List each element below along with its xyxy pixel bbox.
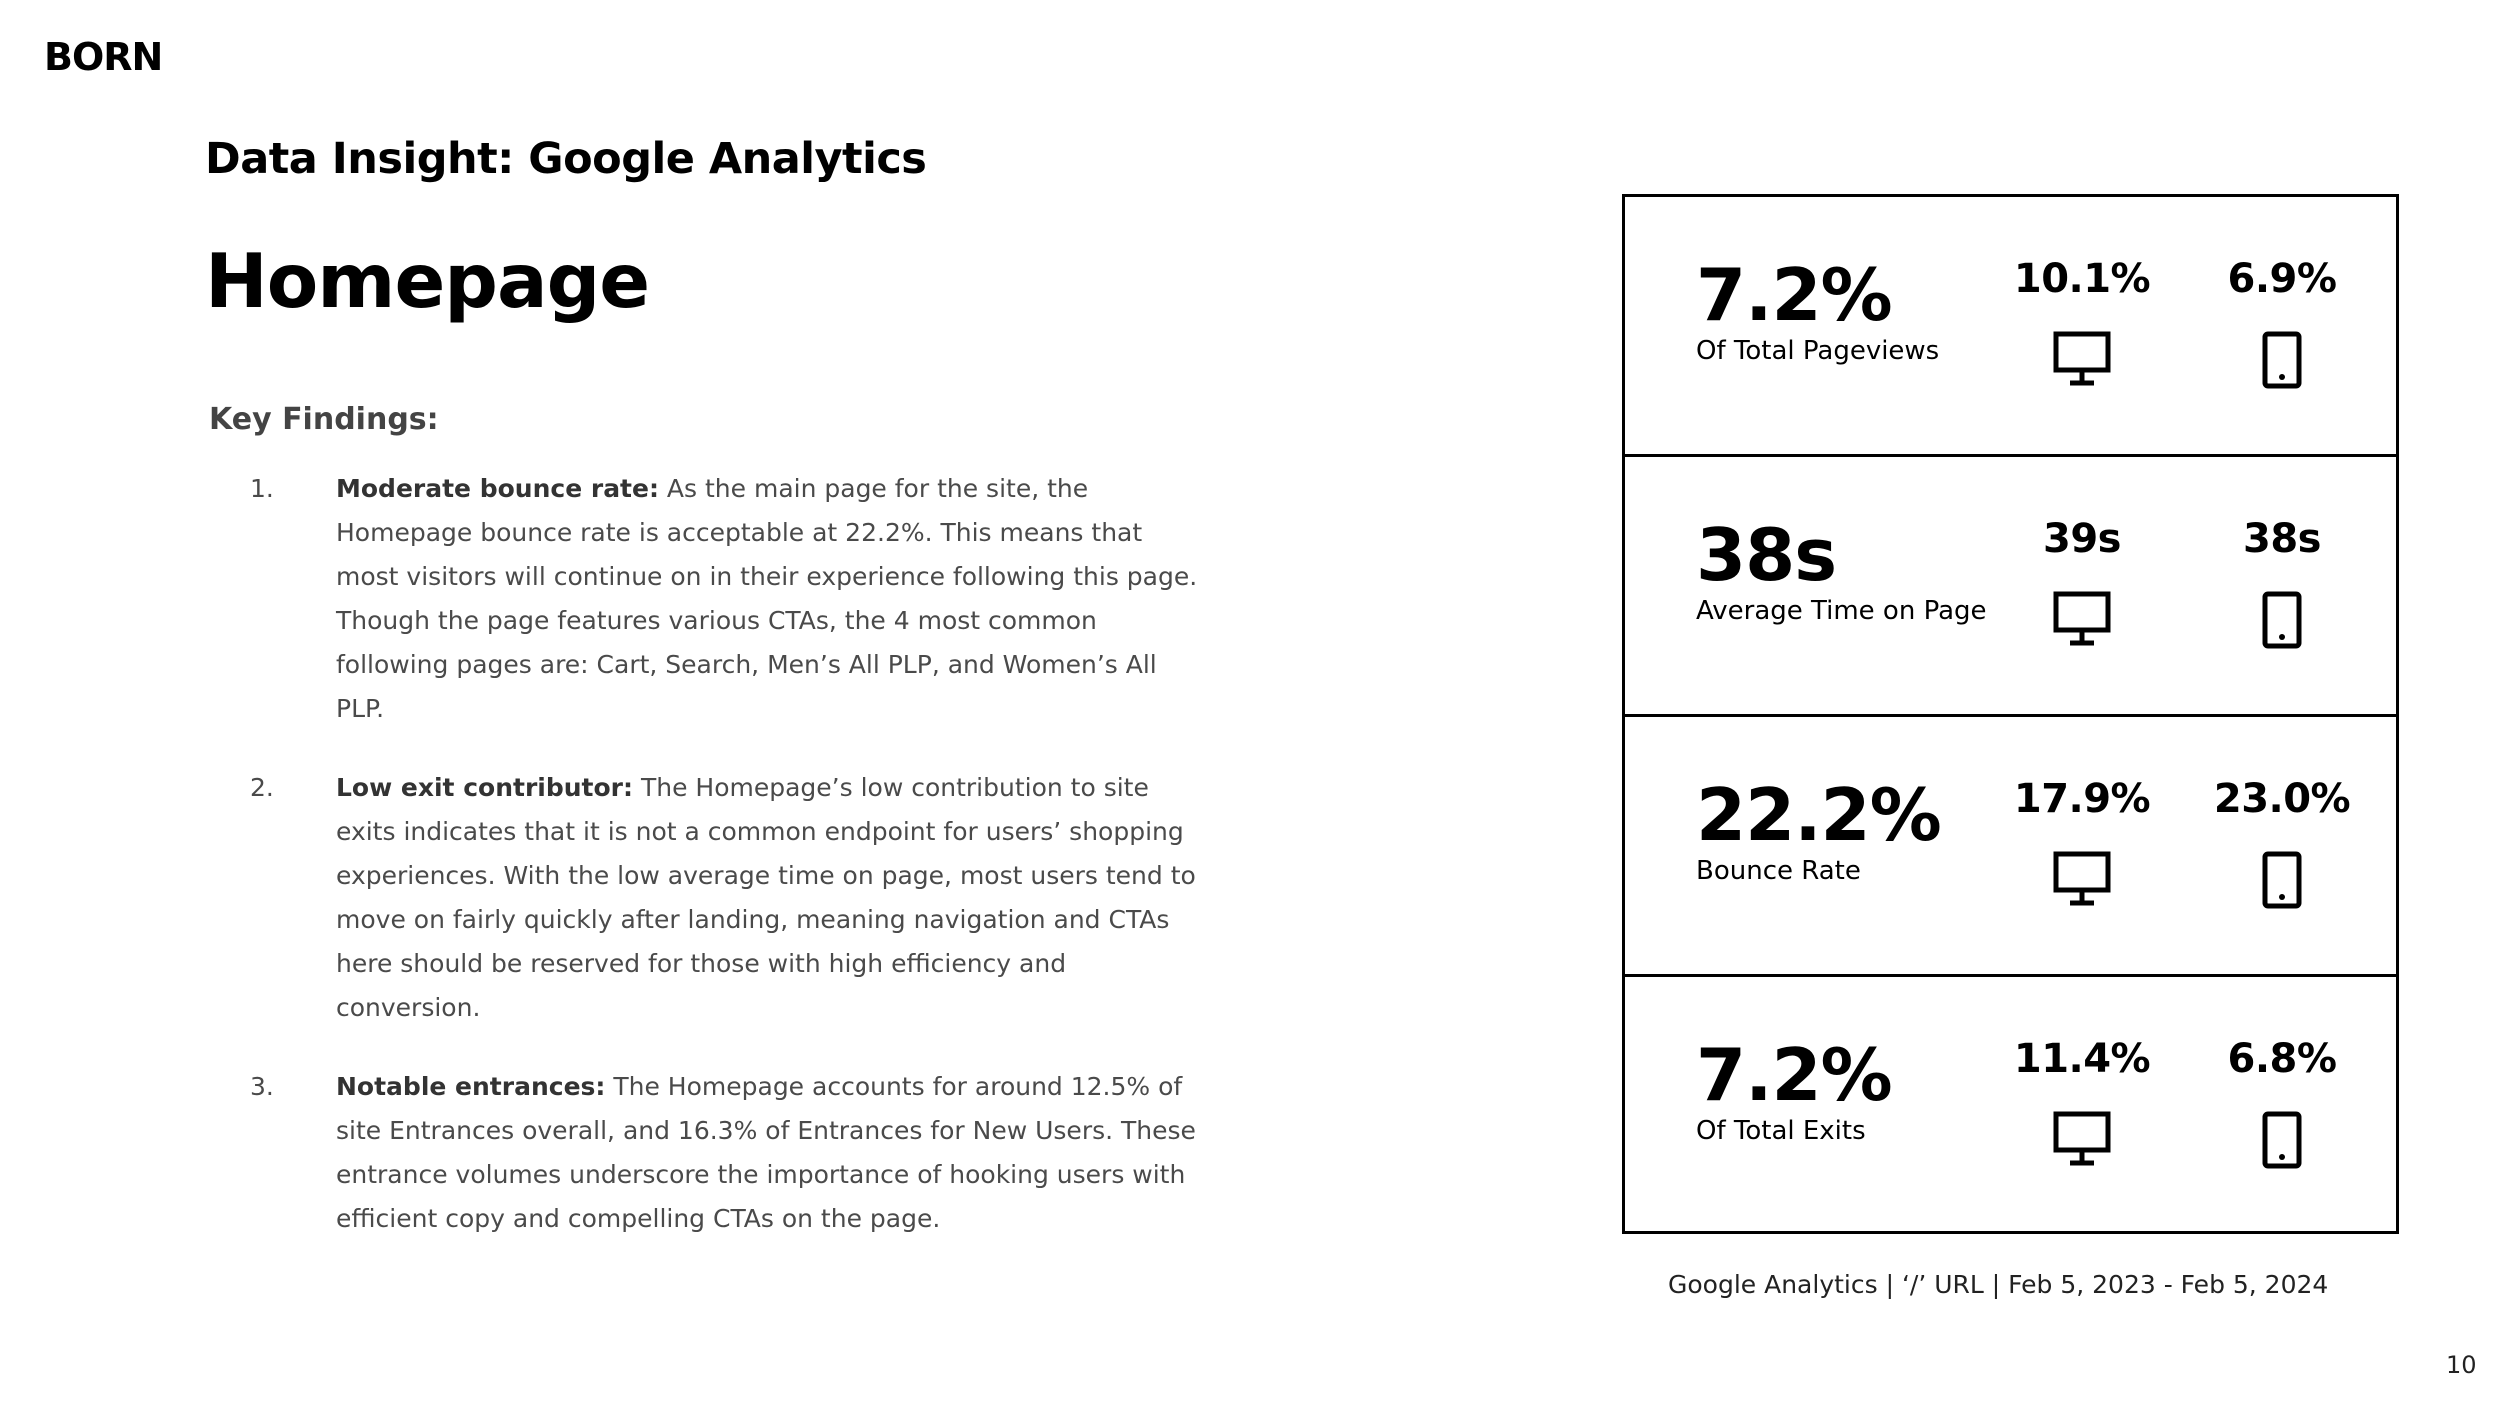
desktop-monitor-icon (2053, 331, 2111, 387)
stat-row-exits (1625, 977, 2396, 1237)
stat-label: Average Time on Page (1696, 596, 1987, 626)
desktop-value: 10.1% (2013, 256, 2151, 302)
mobile-value: 6.8% (2227, 1036, 2337, 1082)
finding-item (250, 1065, 1210, 1241)
desktop-stat (2002, 256, 2162, 387)
finding-lead: Moderate bounce rate: (336, 474, 659, 503)
desktop-monitor-icon (2053, 591, 2111, 647)
page-title: Homepage (205, 237, 650, 325)
desktop-value: 17.9% (2013, 776, 2151, 822)
mobile-stat (2202, 776, 2362, 909)
stats-panel (1622, 194, 2399, 1234)
mobile-phone-icon (2262, 591, 2302, 649)
section-eyebrow: Data Insight: Google Analytics (205, 134, 927, 184)
mobile-phone-icon (2262, 331, 2302, 389)
page-number: 10 (2446, 1351, 2477, 1379)
stat-row-time-on-page (1625, 457, 2396, 717)
mobile-value: 23.0% (2213, 776, 2351, 822)
desktop-monitor-icon (2053, 1111, 2111, 1167)
finding-number: 1. (250, 474, 274, 503)
desktop-stat (2002, 776, 2162, 907)
mobile-value: 38s (2243, 516, 2321, 562)
mobile-value: 6.9% (2227, 256, 2337, 302)
desktop-value: 11.4% (2013, 1036, 2151, 1082)
stat-row-bounce-rate (1625, 717, 2396, 977)
stat-value: 38s (1696, 513, 1837, 597)
finding-text: As the main page for the site, the Homepage bounce rate is acceptable at 22.2%. This means that most visitors will continue on in their experience following this page. Though the page features various CTAs, the 4 most common following pages are: Cart, Search, Men’s All PLP, and Women’s All PLP. (336, 474, 1198, 723)
desktop-monitor-icon (2053, 851, 2111, 907)
desktop-stat (2002, 1036, 2162, 1167)
findings-list (250, 467, 1210, 1276)
finding-text: The Homepage’s low contribution to site exits indicates that it is not a common endpoint for users’ shopping experiences. With the low average time on page, most users tend to move on fairly quickly after landing, meaning navigation and CTAs here should be reserved for those with high efficiency and conversion. (336, 773, 1196, 1022)
stat-value: 7.2% (1696, 253, 1892, 337)
key-findings-heading: Key Findings: (209, 402, 439, 437)
finding-number: 3. (250, 1072, 274, 1101)
finding-lead: Notable entrances: (336, 1072, 606, 1101)
finding-lead: Low exit contributor: (336, 773, 633, 802)
stat-value: 22.2% (1696, 773, 1941, 857)
finding-item (250, 467, 1210, 731)
stat-label: Of Total Exits (1696, 1116, 1866, 1146)
mobile-stat (2202, 516, 2362, 649)
data-source-caption: Google Analytics | ‘/’ URL | Feb 5, 2023 - Feb 5, 2024 (1668, 1270, 2329, 1299)
desktop-value: 39s (2043, 516, 2121, 562)
stat-label: Bounce Rate (1696, 856, 1861, 886)
brand-logo: BORN (44, 35, 163, 79)
mobile-phone-icon (2262, 1111, 2302, 1169)
mobile-stat (2202, 256, 2362, 389)
finding-text: The Homepage accounts for around 12.5% of site Entrances overall, and 16.3% of Entrances for New Users. These entrance volumes underscore the importance of hooking users with efficient copy and compelling CTAs on the page. (336, 1072, 1196, 1233)
mobile-stat (2202, 1036, 2362, 1169)
stat-label: Of Total Pageviews (1696, 336, 1940, 366)
finding-number: 2. (250, 773, 274, 802)
desktop-stat (2002, 516, 2162, 647)
stat-row-pageviews (1625, 197, 2396, 457)
finding-item (250, 766, 1210, 1030)
stat-value: 7.2% (1696, 1033, 1892, 1117)
mobile-phone-icon (2262, 851, 2302, 909)
